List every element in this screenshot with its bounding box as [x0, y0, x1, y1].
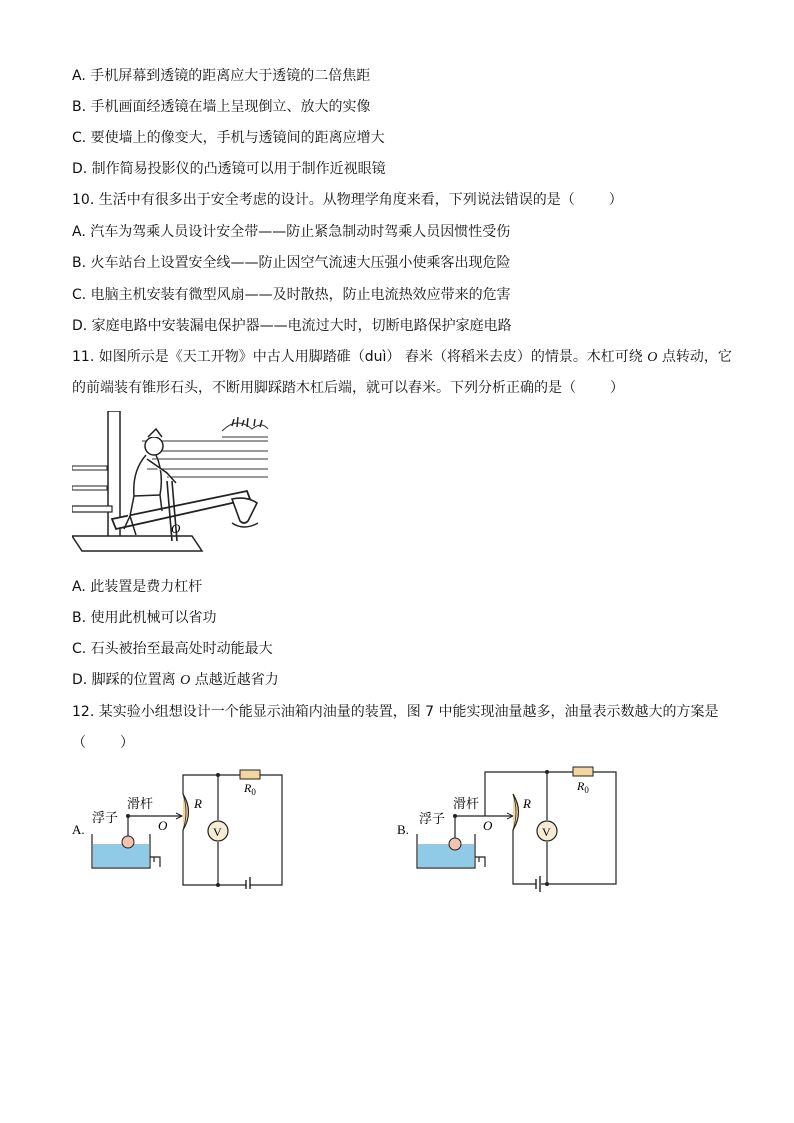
oil	[93, 844, 149, 867]
q9-option-a: A. 手机屏幕到透镜的距离应大于透镜的二倍焦距	[72, 68, 371, 84]
fixed-resistor	[240, 770, 260, 779]
q12-stem-close: ）	[120, 735, 134, 751]
slider-rod	[128, 816, 182, 836]
q11-stem-line2-text: 的前端装有锥形石头，不断用脚踩踏木杠后端，就可以舂米。下列分析正确的是（	[72, 380, 576, 396]
q12-stem-line1: 12. 某实验小组想设计一个能显示油箱内油量的装置，图 7 中能实现油量越多，油量表示数越大的方案是	[72, 704, 719, 720]
slider-label: 滑杆	[453, 797, 480, 812]
junction-top	[545, 770, 549, 774]
ground-frame	[72, 536, 202, 551]
circuit-b-option-label: B.	[397, 822, 409, 837]
tap	[475, 857, 485, 867]
q11-option-c: C. 石头被抬至最高处时动能最大	[72, 641, 273, 657]
voltmeter-label: V	[213, 825, 222, 839]
circuit-a-option-label: A.	[72, 822, 85, 837]
float-label: 浮子	[92, 811, 119, 826]
battery	[246, 877, 250, 889]
q11-option-b: B. 使用此机械可以省功	[72, 610, 217, 626]
q9-option-d: D. 制作简易投影仪的凸透镜可以用于制作近视眼镜	[72, 161, 386, 177]
pivot-label: O	[483, 818, 493, 833]
oil	[418, 844, 474, 867]
junction-bottom	[545, 882, 549, 886]
pivot-dot	[126, 814, 130, 818]
circuit-a	[70, 764, 290, 889]
wire-bottom	[513, 830, 536, 884]
rheostat-label: R	[523, 796, 531, 811]
q10-stem-text: 10. 生活中有很多出于安全考虑的设计。从物理学角度来看，下列说法错误的是（	[72, 192, 575, 208]
frame-bar	[72, 506, 112, 512]
float-ball	[449, 838, 461, 850]
q11-stem-line1-a: 11. 如图所示是《天工开物》中古人用脚踏碓（duì） 舂米（将稻米去皮）的情景。木杠可绕	[72, 349, 643, 365]
q11-option-a: A. 此装置是费力杠杆	[72, 579, 203, 595]
resistor-label: $R_0$	[577, 779, 589, 795]
tap	[150, 857, 160, 867]
float-ball	[122, 836, 134, 848]
q12-stem-line2	[72, 733, 134, 753]
q11-option-d	[72, 670, 279, 691]
resistor-label: $R_0$	[244, 781, 256, 797]
q12-stem-open: （	[72, 735, 86, 751]
q11-stem-line1	[72, 347, 732, 368]
q10-stem	[72, 190, 623, 210]
q10-option-b: B. 火车站台上设置安全线——防止因空气流速大压强小使乘客出现危险	[72, 255, 511, 271]
pestle-illustration	[72, 411, 270, 564]
wire-top-left	[183, 775, 240, 794]
q11-option-d-pivot: O	[180, 673, 191, 688]
pivot-dot	[453, 814, 457, 818]
figure-pivot-label: O	[171, 521, 181, 536]
q10-stem-close: ）	[608, 192, 623, 208]
q11-option-d-b: 点越近越省力	[194, 672, 279, 688]
q9-option-b: B. 手机画面经透镜在墙上呈现倒立、放大的实像	[72, 99, 371, 115]
fixed-resistor	[573, 767, 593, 776]
q10-option-d: D. 家庭电路中安装漏电保护器——电流过大时，切断电路保护家庭电路	[72, 318, 512, 334]
junction-top	[216, 773, 220, 777]
battery	[536, 876, 540, 892]
frame-bar-3	[72, 486, 107, 490]
junction-bottom	[216, 883, 220, 887]
q11-stem-line2	[72, 378, 624, 398]
frame-bar-2	[72, 466, 107, 470]
stone-pestle	[232, 498, 257, 523]
rheostat-label: R	[194, 796, 202, 811]
q10-option-a: A. 汽车为驾乘人员设计安全带——防止紧急制动时驾乘人员因惯性受伤	[72, 224, 511, 240]
q11-stem-close: ）	[610, 380, 624, 396]
circuit-b	[395, 762, 620, 892]
q9-option-c: C. 要使墙上的像变大，手机与透镜间的距离应增大	[72, 130, 385, 146]
float-label: 浮子	[419, 812, 446, 827]
q11-stem-line1-b: 点转动，它	[661, 349, 732, 365]
q11-option-d-a: D. 脚踩的位置离	[72, 672, 176, 688]
slider-label: 滑杆	[127, 797, 154, 812]
voltmeter-label: V	[542, 825, 551, 839]
q11-pivot-label: O	[647, 350, 658, 365]
q10-option-c: C. 电脑主机安装有微型风扇——及时散热，防止电流热效应带来的危害	[72, 287, 511, 303]
pivot-label: O	[158, 818, 168, 833]
